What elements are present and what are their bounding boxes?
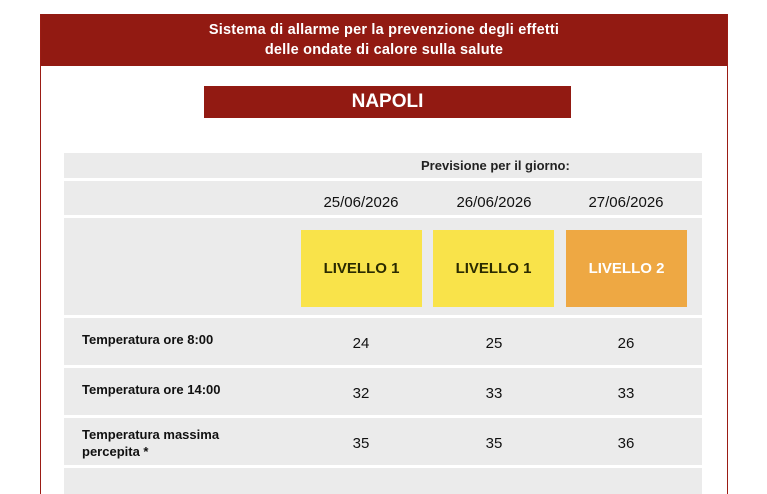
footer-row (64, 468, 702, 494)
value-temp-8-day3: 26 (617, 335, 635, 352)
header-title-line1: Sistema di allarme per la prevenzione degli effetti (208, 22, 560, 38)
value-temp-max-day2: 35 (485, 435, 503, 452)
value-temp-8-day1: 24 (352, 335, 370, 352)
dates-row (64, 181, 702, 215)
date-day3: 27/06/2026 (588, 194, 664, 211)
value-temp-8-day2: 25 (485, 335, 503, 352)
levels-row (64, 218, 702, 315)
row-label-temp-max-line1: Temperatura massima (82, 427, 220, 442)
table-row-temp-14 (64, 368, 702, 415)
value-temp-14-day1: 32 (352, 385, 370, 402)
row-label-temp-14: Temperatura ore 14:00 (82, 382, 221, 397)
bulletin-frame (40, 14, 728, 494)
level-badge-day3: LIVELLO 2 (566, 230, 687, 307)
bulletin-header (41, 14, 727, 66)
value-temp-max-day1: 35 (352, 435, 370, 452)
forecast-header-row (64, 153, 702, 178)
forecast-label: Previsione per il giorno: (421, 158, 570, 173)
row-label-temp-max-perceived (82, 426, 272, 460)
level-badge-day1: LIVELLO 1 (301, 230, 422, 307)
header-title-line2: delle ondate di calore sulla salute (264, 42, 504, 58)
date-day2: 26/06/2026 (456, 194, 532, 211)
city-title: NAPOLI (204, 86, 571, 118)
value-temp-max-day3: 36 (617, 435, 635, 452)
table-row-temp-max-perceived (64, 418, 702, 465)
value-temp-14-day2: 33 (485, 385, 503, 402)
value-temp-14-day3: 33 (617, 385, 635, 402)
level-badge-day2: LIVELLO 1 (433, 230, 554, 307)
date-day1: 25/06/2026 (323, 194, 399, 211)
row-label-temp-8: Temperatura ore 8:00 (82, 332, 214, 347)
table-row-temp-8 (64, 318, 702, 365)
row-label-temp-max-line2: percepita * (82, 444, 149, 459)
